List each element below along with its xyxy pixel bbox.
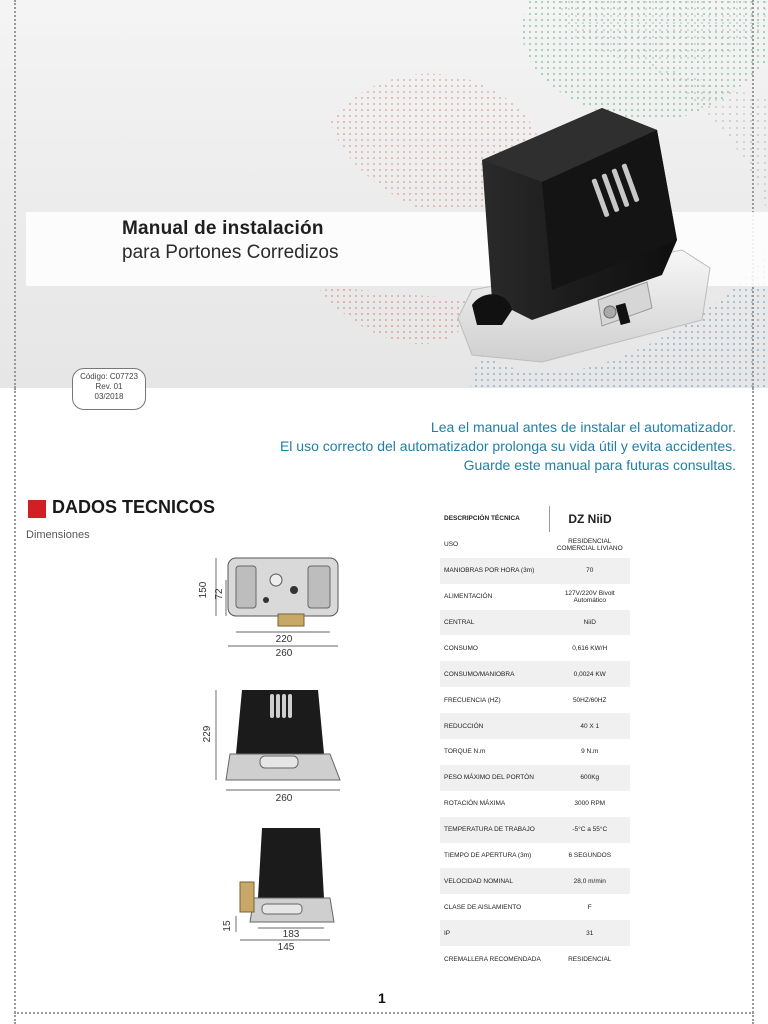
spec-value: 3000 RPM — [574, 800, 606, 808]
table-row — [440, 868, 630, 894]
section-marker — [28, 500, 46, 518]
manual-title: Manual de instalación — [122, 218, 324, 239]
spec-value: 28,0 m/min — [550, 868, 631, 894]
dim-front-width: 260 — [275, 793, 293, 804]
spec-value: NiiD — [550, 610, 631, 636]
table-row — [440, 610, 630, 636]
table-row — [440, 687, 630, 713]
side-view-drawing — [196, 824, 356, 954]
dim-top-width-b: 260 — [275, 648, 293, 659]
front-view-drawing — [196, 684, 356, 804]
spec-label: ALIMENTACIÓN — [444, 593, 493, 601]
table-row — [440, 791, 630, 817]
spec-value: 50HZ/60HZ — [572, 696, 607, 704]
table-row — [440, 843, 630, 869]
spec-label: USO — [444, 541, 459, 549]
table-row — [440, 946, 630, 972]
spec-value: 70 — [550, 558, 631, 584]
section-title: DADOS TECNICOS — [52, 497, 216, 517]
page-border-right — [752, 388, 754, 1024]
table-row — [440, 584, 630, 610]
spec-label: PESO MÁXIMO DEL PORTÓN — [440, 765, 550, 791]
intro-line-1: Lea el manual antes de instalar el automatizador. — [430, 419, 736, 435]
spec-value: 31 — [550, 920, 631, 946]
spec-label: TORQUE N.m — [444, 748, 486, 756]
spec-value: 0,616 KW/H — [572, 644, 608, 652]
table-row — [440, 558, 630, 584]
spec-label: FRECUENCIA (HZ) — [444, 696, 501, 704]
table-row — [440, 532, 630, 558]
spec-label: CLASE DE AISLAMIENTO — [444, 903, 522, 911]
page-number: 1 — [378, 990, 386, 1006]
intro-line-3: Guarde este manual para futuras consultas. — [463, 457, 736, 473]
table-row — [440, 894, 630, 920]
spec-label: CONSUMO/MANIOBRA — [440, 661, 550, 687]
spec-value: 600Kg — [550, 765, 631, 791]
spec-label: TIEMPO DE APERTURA (3m) — [444, 852, 532, 860]
dim-side-width-a: 183 — [282, 929, 300, 940]
spec-value: 0,0024 KW — [550, 661, 631, 687]
spec-value: 127V/220V Bivolt Automático — [564, 589, 615, 604]
spec-value: RESIDENCIAL COMERCIAL LIVIANO — [556, 537, 623, 552]
revision-line: Rev. 01 — [95, 382, 123, 391]
dim-front-height: 229 — [202, 725, 213, 743]
table-row — [440, 713, 630, 739]
technical-specs-table — [440, 506, 630, 972]
dim-side-height: 15 — [222, 920, 233, 932]
top-view-drawing — [196, 550, 356, 660]
dim-side-width-b: 145 — [277, 942, 295, 953]
spec-label: MANIOBRAS POR HORA (3m) — [440, 558, 550, 584]
gate-motor-illustration — [452, 100, 716, 370]
spec-value: 9 N.m — [581, 748, 599, 756]
table-row — [440, 635, 630, 661]
table-row — [440, 817, 630, 843]
document-code-badge — [72, 368, 146, 410]
spec-label: REDUCCIÓN — [440, 713, 550, 739]
date-line: 03/2018 — [94, 392, 124, 401]
page-border-left — [14, 388, 16, 1024]
table-row — [440, 920, 630, 946]
spec-value: -5°C a 55°C — [550, 817, 631, 843]
spec-label: VELOCIDAD NOMINAL — [440, 868, 550, 894]
spec-label: ROTACIÓN MÁXIMA — [444, 800, 506, 808]
spec-label: CENTRAL — [440, 610, 550, 636]
spec-value: F — [587, 903, 592, 911]
spec-value: RESIDENCIAL — [568, 955, 612, 963]
page-border-bottom — [14, 1012, 754, 1014]
spec-value: 6 SEGUNDOS — [568, 852, 612, 860]
spec-label: IP — [440, 920, 550, 946]
table-row — [440, 739, 630, 765]
spec-label: CONSUMO — [444, 644, 478, 652]
dim-top-height-a: 150 — [198, 581, 209, 599]
section-subtitle: Dimensiones — [26, 529, 90, 541]
table-row — [440, 661, 630, 687]
code-line: Código: C07723 — [80, 372, 138, 381]
manual-subtitle: para Portones Corredizos — [122, 242, 339, 263]
intro-line-2: El uso correcto del automatizador prolonga su vida útil y evita accidentes. — [279, 438, 736, 454]
intro-notice — [280, 418, 736, 475]
spec-label: CREMALLERA RECOMENDADA — [444, 955, 541, 963]
dim-top-width-a: 220 — [275, 634, 293, 645]
table-header-row — [440, 506, 630, 532]
spec-header-label: DESCRIPCIÓN TÉCNICA — [440, 506, 550, 532]
table-row — [440, 765, 630, 791]
model-name: DZ NiiD — [550, 506, 631, 532]
spec-label: TEMPERATURA DE TRABAJO — [440, 817, 550, 843]
dim-top-height-b: 72 — [214, 588, 225, 600]
spec-value: 40 X 1 — [550, 713, 631, 739]
